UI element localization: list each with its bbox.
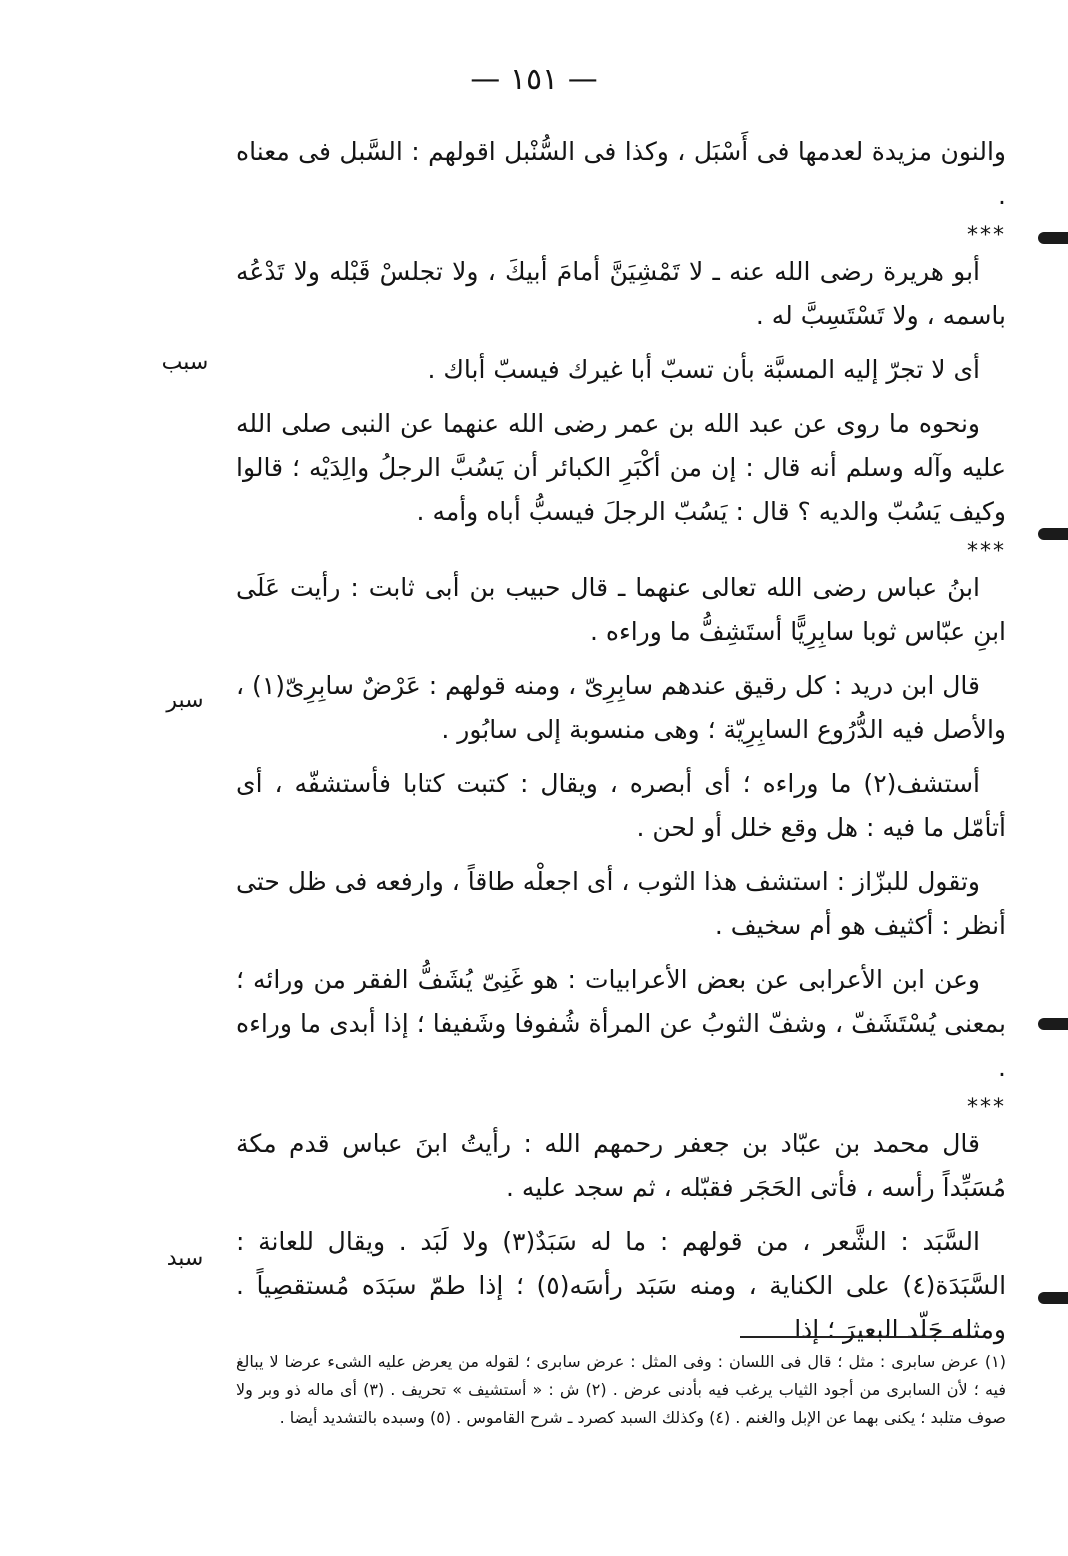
footnotes <box>236 1348 1006 1432</box>
paragraph: أستشف(٢) ما وراءه ؛ أى أبصره ، ويقال : كتبت كتابا فأستشفّه ، أى أتأمّل ما فيه : هل وقع خلل أو لحن . <box>236 769 1006 842</box>
paragraph: ونحوه ما روى عن عبد الله بن عمر رضى الله عنهما عن النبى صلى الله عليه وآله وسلم أنه قال : إن من أكْبَرِ الكبائر أن يَسُبَّ الرجلُ والِدَيْه ؛ قالوا وكيف يَسُبّ والديه ؟ قال : يَسُبّ الرجلَ فيسبُّ أباه وأمه . <box>236 409 1006 526</box>
paragraph: وتقول للبزّاز : استشف هذا الثوب ، أى اجعلْه طاقاً ، وارفعه فى ظل حتى أنظر : أكثيف هو أم سخيف . <box>236 867 1006 940</box>
paragraph: ابنُ عباس رضى الله تعالى عنهما ـ قال حبيب بن أبى ثابت : رأيت عَلَى ابنِ عبّاس ثوبا سابِرِيًّا أستَشِفُّ ما وراءه . <box>236 573 1006 646</box>
margin-root-word: سبب <box>161 350 209 375</box>
section-separator: *** <box>967 223 1006 248</box>
margin-root-word: سبر <box>166 688 204 713</box>
page-edge-mark <box>1038 1018 1068 1030</box>
margin-root-word: سبد <box>166 1246 204 1271</box>
paragraph: وعن ابن الأعرابى عن بعض الأعرابيات : هو غَنِىّ يُشَفُّ الفقر من ورائه ؛ بمعنى يُسْتَشَفّ ، وشفّ الثوبُ عن المرأة شُفوفا وشَفيفا ؛ إذا أبدى ما وراءه . <box>236 965 1006 1082</box>
page-edge-mark <box>1038 528 1068 540</box>
paragraph: والنون مزيدة لعدمها فى أَسْبَل ، وكذا فى السُّنْبل اقولهم : السَّبل فى معناه . <box>236 137 1006 210</box>
page-edge-mark <box>1038 232 1068 244</box>
page-number: — ١٥١ — <box>470 62 598 97</box>
main-text <box>236 130 1006 1362</box>
page-edge-mark <box>1038 1292 1068 1304</box>
footnote-divider <box>740 1336 970 1338</box>
paragraph: قال محمد بن عبّاد بن جعفر رحمهم الله : رأيتُ ابنَ عباس قدم مكة مُسَبِّداً رأسه ، فأتى الحَجَر فقبّله ، ثم سجد عليه . <box>236 1129 1006 1202</box>
section-separator: *** <box>967 1095 1006 1120</box>
paragraph: قال ابن دريد : كل رقيق عندهم سابِرِىّ ، ومنه قولهم : عَرْضٌ سابِرِىّ(١) ، والأصل فيه الدُّرُوع السابِرِيّة ؛ وهى منسوبة إلى سابُور . <box>236 671 1006 744</box>
footnote-text: (١) عرض سابرى : مثل ؛ قال فى اللسان : وفى المثل : عرض سابرى ؛ لقوله من يعرض عليه الشىء عرضا لا يبالغ فيه ؛ لأن السابرى من أجود الثياب يرغب فيه بأدنى عرض . (٢) ش : « أستشيف » تحريف . (٣) أى ماله ذو وبر ولا صوف متلبد ؛ يكنى بهما عن الإبل والغنم . (٤) وكذلك السبد كصرد ـ شرح القاموس . (٥) وسبده بالتشديد أيضا . <box>236 1352 1006 1427</box>
section-separator: *** <box>967 539 1006 564</box>
paragraph: السَّبَد : الشَّعر ، من قولهم : ما له سَبَدٌ(٣) ولا لَبَد . ويقال للعانة : السَّبَدَة(٤) على الكناية ، ومنه سَبَد رأسَه(٥) ؛ إذا طمّ سبَدَه مُستقصِياً . ومثله جَلّد البعيرَ ؛ إذا <box>236 1227 1007 1344</box>
paragraph: أى لا تجرّ إليه المسبَّة بأن تسبّ أبا غيرك فيسبّ أباك . <box>427 355 980 384</box>
paragraph: أبو هريرة رضى الله عنه ـ لا تَمْشِيَنَّ أمامَ أبيكَ ، ولا تجلسْ قَبْله ولا تَدْعُه باسمه ، ولا تَسْتَسِبَّ له . <box>236 257 1006 330</box>
